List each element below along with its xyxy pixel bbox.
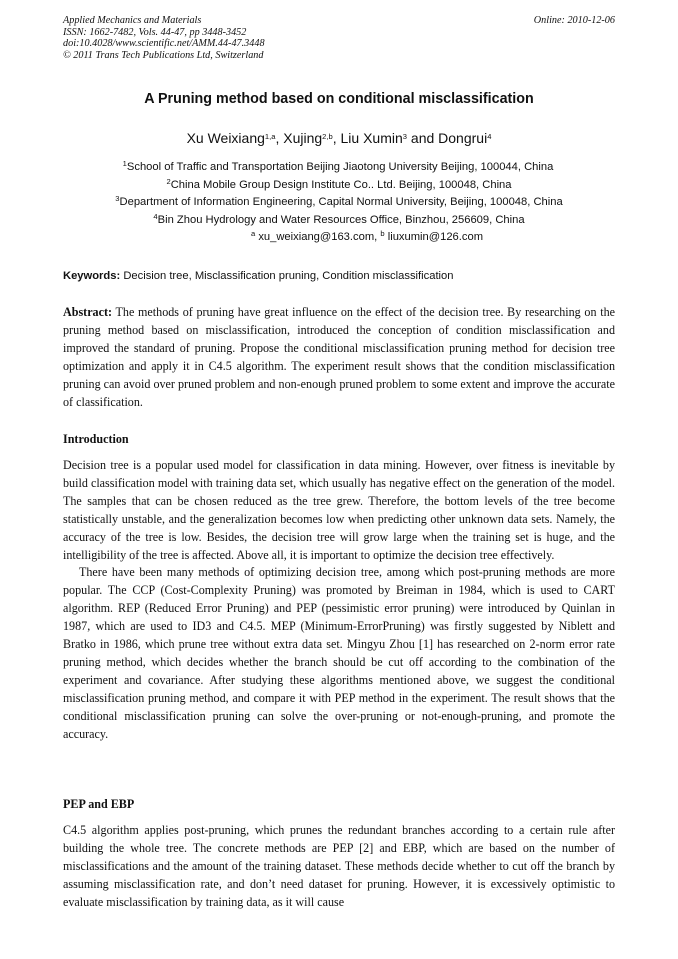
email-superscript: a — [250, 229, 256, 239]
author-name: Liu Xumin — [340, 130, 403, 146]
section-heading-pep-ebp: PEP and EBP — [63, 797, 135, 811]
affiliation-line — [0, 212, 678, 230]
journal-header — [63, 15, 265, 61]
author-separator: , — [275, 130, 284, 146]
pep-body — [63, 822, 615, 912]
author-name: Xujing — [283, 130, 323, 146]
email-superscript: b — [380, 229, 385, 239]
author-name: Dongrui — [438, 130, 488, 146]
author-superscript: 2,b — [322, 132, 333, 141]
abstract-label: Abstract: — [63, 305, 113, 319]
affiliation-list — [0, 159, 678, 247]
abstract-text: The methods of pruning have great influence on the effect of the decision tree. By researching on the pruning method based on misclassification, introduced the conception of condition misclassification and improved the standard of pruning. Propose the conditional misclassification pruning method for decision tree optimization and apply it in C4.5 algorithm. The experiment result shows that the condition misclassification pruning can avoid over pruned problem and non-enough pruned problem to some extent and improve the accurate of classification. — [63, 305, 615, 409]
paragraph: Decision tree is a popular used model for classification in data mining. However, over fitness is inevitable by build classification model with training data set, which usually has negative effect on the generation of the model. The samples that can be chosen reduced as the tree grew. Therefore, the bottom levels of the tree become statistically unstable, and the generalization becomes low when predicting other unknown data sets. Namely, the accuracy of the tree is low. Besides, the decision tree will grow large when the training set is huge, and the intelligibility of the tree is affected. Above all, it is important to optimize the decision tree effectively. — [63, 458, 615, 562]
affiliation-superscript: 4 — [153, 211, 158, 221]
section-heading-introduction: Introduction — [63, 432, 129, 446]
affiliation-line — [0, 159, 678, 177]
author-separator: and — [407, 130, 439, 146]
keywords — [63, 270, 615, 282]
affiliation-superscript: 3 — [115, 194, 120, 204]
author-list — [0, 130, 678, 146]
keywords-text: Decision tree, Misclassification pruning, Condition misclassification — [123, 270, 454, 282]
author-superscript: 4 — [487, 132, 492, 141]
affiliation-text: China Mobile Group Design Institute Co.. Ltd. Beijing, 100048, China — [170, 178, 512, 191]
email-address[interactable]: xu_weixiang@163.com — [258, 231, 375, 244]
affiliation-text: School of Traffic and Transportation Beijing Jiaotong University Beijing, 100044, China — [126, 161, 554, 173]
copyright-line: © 2011 Trans Tech Publications Ltd, Switzerland — [63, 49, 264, 61]
affiliation-line — [0, 177, 678, 195]
affiliation-text: Department of Information Engineering, Capital Normal University, Beijing, 100048, China — [119, 196, 563, 209]
author-separator: , — [332, 130, 341, 146]
author-superscript: 1,a — [264, 132, 276, 141]
paragraph: There have been many methods of optimizing decision tree, among which post-pruning methods are more popular. The CCP (Cost-Complexity Pruning) was promoted by Breiman in 1984, which is used to CART algorithm. REP (Reduced Error Pruning) and PEP (pessimistic error pruning) were introduced by Quinlan in 1987, which are used to ID3 and C4.5. MEP (Minimum-ErrorPruning) was firstly suggested by Niblett and Bratko in 1986, which prune tree without extra data set. Mingyu Zhou [1] has researched on 2-norm error rate pruning method, which decides whether the branch should be cut off according to the combination of the experiment and covariance. After studying these algorithms mentioned above, we suggest the conditional misclassification pruning method, and compare it with PEP method in the experiment. The result shows that the conditional misclassification pruning can solve the over-pruning or not-enough-pruning, and promote the accuracy. — [63, 565, 615, 741]
author-name: Xu Weixiang — [186, 130, 265, 146]
keywords-label: Keywords: — [63, 270, 121, 282]
introduction-body — [63, 457, 615, 744]
affiliation-text: Bin Zhou Hydrology and Water Resources Office, Binzhou, 256609, China — [157, 213, 525, 226]
email-line: $^a$ xu_weixiang@163.com, $^b$ liuxumin@126.com — [250, 229, 484, 244]
paper-title: A Pruning method based on conditional misclassification — [144, 91, 534, 107]
email-address[interactable]: liuxumin@126.com — [387, 231, 484, 244]
author-superscript: 3 — [402, 132, 408, 141]
doi-line: doi:10.4028/www.scientific.net/AMM.44-47.3448 — [63, 38, 265, 50]
abstract — [63, 304, 615, 411]
affiliation-line — [0, 194, 678, 212]
issn-line: ISSN: 1662-7482, Vols. 44-47, pp 3448-3452 — [63, 26, 247, 38]
affiliation-superscript: 2 — [166, 176, 171, 186]
journal-name: Applied Mechanics and Materials — [63, 15, 202, 26]
paragraph: C4.5 algorithm applies post-pruning, which prunes the redundant branches according to a certain rule after building the whole tree. The concrete methods are PEP [2] and EBP, which are based on the number of misclassifications and the amount of the training dataset. These methods decide whether to cut off the branch by assuming misclassification rate, and don’t need dataset for pruning. However, it is excessively optimistic to evaluate misclassification by training data, as it will cause — [63, 823, 615, 909]
online-date: Online: 2010-12-06 — [533, 15, 615, 26]
affiliation-superscript: 1 — [122, 159, 127, 168]
